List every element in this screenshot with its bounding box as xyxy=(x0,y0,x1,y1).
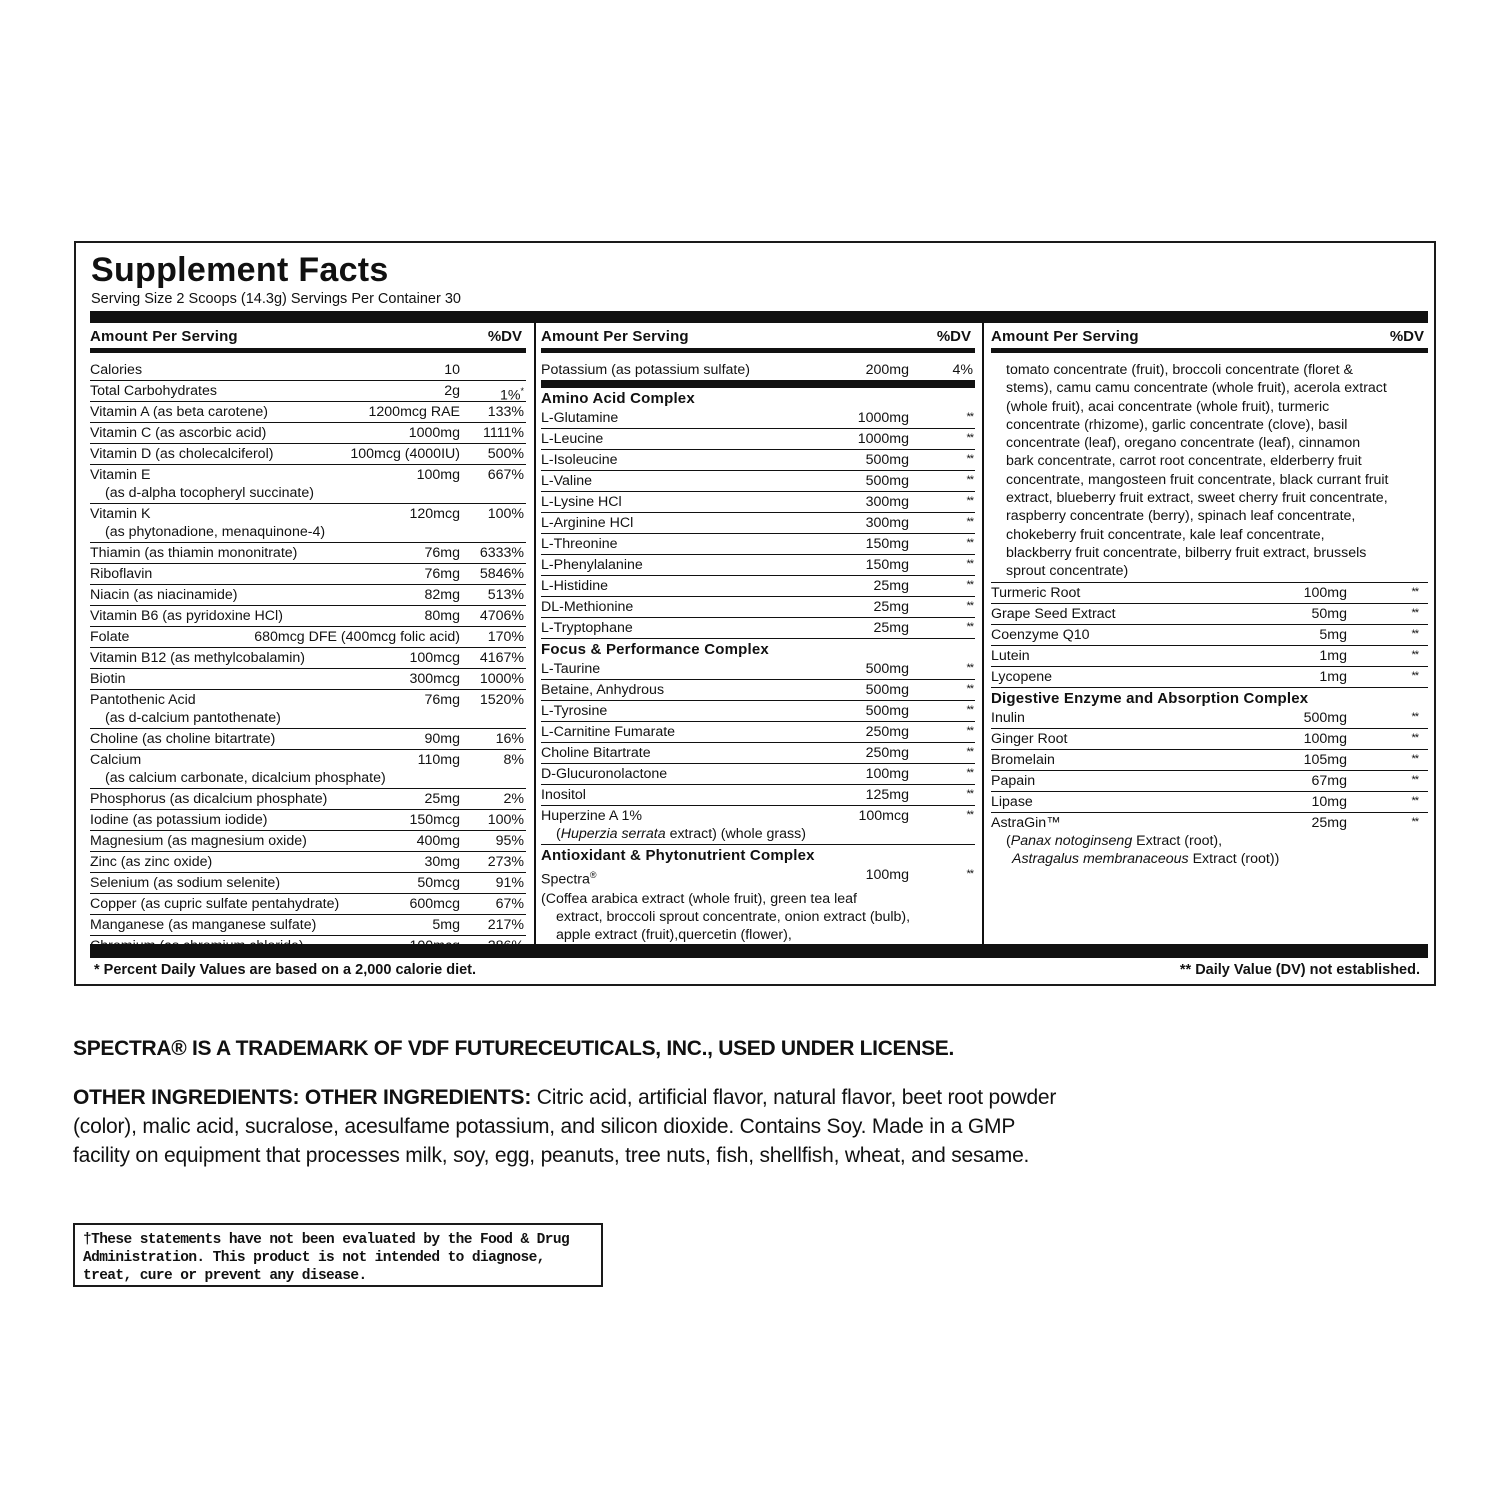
ingredient-name: Zinc (as zinc oxide) xyxy=(90,854,213,870)
ingredient-name: Ginger Root xyxy=(991,730,1068,747)
ingredient-amount: 500mg xyxy=(865,661,909,677)
ingredient-name: Inositol xyxy=(541,787,586,803)
ingredient-row xyxy=(90,648,526,669)
ingredient-dv: ** xyxy=(966,474,973,486)
ingredient-amount: 120mcg xyxy=(409,506,460,522)
ingredient-row xyxy=(541,534,975,555)
ingredient-sub: (as calcium carbonate, dicalcium phosphate) xyxy=(105,770,386,786)
ingredient-dv: ** xyxy=(966,704,973,716)
ingredient-row xyxy=(90,852,526,873)
ingredient-dv: ** xyxy=(1411,627,1418,640)
fda-disclaimer: †These statements have not been evaluated by the Food & Drug Administration. This product is not intended to diagnose, treat, cure or prevent any disease. xyxy=(73,1223,603,1287)
ingredient-amount: 80mg xyxy=(424,608,460,624)
amount-per-serving-label: Amount Per Serving xyxy=(541,328,689,345)
ingredient-row xyxy=(991,604,1428,625)
ingredient-amount: 200mg xyxy=(865,362,909,378)
ingredient-name: Potassium (as potassium sulfate) xyxy=(541,362,750,378)
ingredient-name: L-Taurine xyxy=(541,661,601,677)
ingredient-amount: 25mg xyxy=(873,578,909,594)
ingredient-row xyxy=(541,471,975,492)
sub-text: Extract (root), xyxy=(1132,832,1223,849)
ingredient-name: Pantothenic Acid xyxy=(90,692,196,708)
ingredient-name xyxy=(541,866,597,889)
ingredient-name: Vitamin C (as ascorbic acid) xyxy=(90,425,267,441)
ingredient-name: Betaine, Anhydrous xyxy=(541,682,665,698)
column-complexes xyxy=(541,323,975,944)
ingredient-row-astragin xyxy=(991,813,1428,869)
ingredient-dv: ** xyxy=(966,411,973,423)
ingredient-amount: 5mg xyxy=(432,917,460,933)
ingredient-amount: 125mg xyxy=(865,787,909,803)
botanical-rows xyxy=(991,353,1428,869)
section-title-focus: Focus & Performance Complex xyxy=(541,641,769,658)
ingredient-amount: 25mg xyxy=(424,791,460,807)
ingredient-name: L-Histidine xyxy=(541,578,609,594)
footnote-dv-not-established: ** Daily Value (DV) not established. xyxy=(1179,962,1420,978)
ingredient-name: Inulin xyxy=(991,709,1025,726)
focus-rows xyxy=(541,659,975,806)
ingredient-name: L-Tyrosine xyxy=(541,703,608,719)
ingredient-row xyxy=(541,764,975,785)
ingredient-row xyxy=(90,915,526,936)
ingredient-amount: 1000mg xyxy=(857,410,909,426)
ingredient-amount: 100mg xyxy=(416,467,460,483)
ingredient-amount: 25mg xyxy=(1311,814,1347,831)
ingredient-row xyxy=(991,667,1428,688)
column-header xyxy=(541,323,975,353)
ingredient-dv: ** xyxy=(966,495,973,507)
ingredient-row-huperzine xyxy=(541,806,975,845)
spectra-ingredients-rest: extract, broccoli sprout concentrate, onion extract (bulb), apple extract (fruit),quercetin (flower), xyxy=(556,909,911,944)
ingredient-row xyxy=(90,894,526,915)
ingredient-amount: 100mg xyxy=(865,867,909,883)
ingredient-row xyxy=(991,708,1428,729)
ingredient-row xyxy=(90,543,526,564)
ingredient-dv: 100% xyxy=(487,506,524,522)
ingredient-amount: 100mcg xyxy=(409,650,460,666)
ingredient-row xyxy=(90,423,526,444)
ingredient-row xyxy=(541,659,975,680)
amount-per-serving-label: Amount Per Serving xyxy=(90,328,238,345)
spectra-ingredients-line1: (Coffea arabica extract (whole fruit), green tea leaf xyxy=(541,890,857,907)
ingredient-dv: ** xyxy=(966,683,973,695)
ingredient-sub xyxy=(991,850,1428,868)
ingredient-dv: ** xyxy=(966,453,973,465)
ingredient-amount: 600mcg xyxy=(409,896,460,912)
ingredient-name: Vitamin K xyxy=(90,506,151,522)
ingredient-dv: 5846% xyxy=(479,566,524,582)
ingredient-row xyxy=(90,750,526,789)
panel-title: Supplement Facts xyxy=(91,251,389,289)
ingredient-amount: 300mg xyxy=(865,494,909,510)
ingredient-name: Vitamin E xyxy=(90,467,151,483)
amount-per-serving-label: Amount Per Serving xyxy=(991,328,1139,345)
ingredient-row xyxy=(541,576,975,597)
ingredient-name: Selenium (as sodium selenite) xyxy=(90,875,281,891)
ingredient-dv: ** xyxy=(1411,731,1418,744)
ingredient-name: L-Isoleucine xyxy=(541,452,618,468)
ingredient-amount: 500mg xyxy=(865,452,909,468)
ingredient-amount: 76mg xyxy=(424,692,460,708)
ingredient-name: L-Tryptophane xyxy=(541,620,633,636)
ingredient-amount: 100mg xyxy=(865,766,909,782)
ingredient-dv: 1520% xyxy=(479,692,524,708)
section-title-antioxidant: Antioxidant & Phytonutrient Complex xyxy=(541,847,815,864)
dv-header: %DV xyxy=(1389,328,1424,345)
ingredient-name: Papain xyxy=(991,772,1036,789)
ingredient-dv: ** xyxy=(966,558,973,570)
ingredient-dv: 4706% xyxy=(479,608,524,624)
other-ingredients xyxy=(73,1083,1063,1170)
ingredient-name: L-Leucine xyxy=(541,431,604,447)
ingredient-name: Bromelain xyxy=(991,751,1055,768)
ingredient-name: L-Threonine xyxy=(541,536,618,552)
ingredient-dv: ** xyxy=(1411,752,1418,765)
ingredient-sub: (Huperzia serrata extract) (whole grass) xyxy=(556,826,806,842)
ingredient-dv: 6333% xyxy=(479,545,524,561)
dv-header: %DV xyxy=(487,328,522,345)
ingredient-name: Iodine (as potassium iodide) xyxy=(90,812,268,828)
ingredient-dv: ** xyxy=(966,868,973,880)
ingredient-row xyxy=(541,360,975,388)
ingredient-amount: 110mg xyxy=(417,752,460,768)
ingredient-amount: 100mg xyxy=(1303,730,1347,747)
ingredient-amount: 76mg xyxy=(424,566,460,582)
sub-text: Extract (root)) xyxy=(1188,850,1280,867)
ingredient-row-spectra xyxy=(541,865,975,890)
supplement-facts-panel xyxy=(74,241,1436,986)
spectra-continued-text: tomato concentrate (fruit), broccoli concentrate (floret & stems), camu camu concentrate (whole fruit), acerola extract (whole fruit), acai concentrate (whole fruit), turmeric concentrate (rhizome), garlic concentrate (clove), basil concentrate (leaf), oregano concentrate (leaf), cinnamon bark concentrate, carrot root concentrate, elderberry fruit concentrate, mangosteen fruit concentrate, black currant fruit extract, blueberry fruit extract, sweet cherry fruit concentrate, raspberry concentrate (berry), spinach leaf concentrate, chokeberry fruit concentrate, kale leaf concentrate, blackberry fruit concentrate, bilberry fruit extract, brussels sprout concentrate) xyxy=(1006,362,1389,580)
ingredient-row xyxy=(991,729,1428,750)
ingredient-dv: ** xyxy=(966,537,973,549)
ingredient-row xyxy=(541,722,975,743)
ingredient-dv: 67% xyxy=(495,896,524,912)
ingredient-amount: 67mg xyxy=(1311,772,1347,789)
ingredient-amount: 500mg xyxy=(865,473,909,489)
dv-header: %DV xyxy=(936,328,971,345)
ingredient-name: Vitamin B12 (as methylcobalamin) xyxy=(90,650,306,666)
ingredient-row xyxy=(541,618,975,639)
bottom-divider-bar xyxy=(90,944,1428,958)
ingredient-amount: 50mg xyxy=(1311,605,1347,622)
ingredient-dv: 2% xyxy=(503,791,524,807)
ingredient-name: Riboflavin xyxy=(90,566,153,582)
ingredient-amount: 25mg xyxy=(873,599,909,615)
ingredient-row xyxy=(90,504,526,543)
ingredient-dv: ** xyxy=(1411,606,1418,619)
ingredient-name: Calcium xyxy=(90,752,142,768)
ingredient-dv: ** xyxy=(966,621,973,633)
ingredient-dv: ** xyxy=(966,516,973,528)
ingredient-dv: 133% xyxy=(487,404,524,420)
ingredient-row xyxy=(90,360,526,381)
ingredient-dv: ** xyxy=(1411,710,1418,723)
ingredient-amount: 680mcg DFE (400mcg folic acid) xyxy=(254,629,460,645)
ingredient-amount: 1mg xyxy=(1319,647,1347,664)
ingredient-row xyxy=(90,873,526,894)
ingredient-name: L-Glutamine xyxy=(541,410,619,426)
ingredient-amount: 1000mg xyxy=(408,425,460,441)
ingredient-dv: 170% xyxy=(487,629,524,645)
ingredient-dv: ** xyxy=(1411,669,1418,682)
latin-name: Huperzia serrata xyxy=(560,826,666,842)
ingredient-amount: 300mg xyxy=(865,515,909,531)
latin-name: Panax notoginseng xyxy=(1010,832,1133,849)
footnote-percent-dv: * Percent Daily Values are based on a 2,000 calorie diet. xyxy=(94,962,477,978)
ingredient-dv: ** xyxy=(1411,794,1418,807)
ingredient-name: Grape Seed Extract xyxy=(991,605,1116,622)
ingredient-amount: 150mg xyxy=(865,536,909,552)
ingredient-amount: 100mcg xyxy=(858,808,909,824)
ingredient-sub: (as d-calcium pantothenate) xyxy=(105,710,281,726)
serving-info: Serving Size 2 Scoops (14.3g) Servings Per Container 30 xyxy=(91,291,461,307)
ingredient-amount: 500mg xyxy=(865,682,909,698)
top-divider-bar xyxy=(90,311,1428,323)
trademark-notice: SPECTRA® IS A TRADEMARK OF VDF FUTURECEUTICALS, INC., USED UNDER LICENSE. xyxy=(73,1037,955,1060)
ingredient-dv: 4167% xyxy=(479,650,524,666)
ingredient-name: Lipase xyxy=(991,793,1033,810)
ingredient-name: Turmeric Root xyxy=(991,584,1081,601)
ingredient-dv: ** xyxy=(966,579,973,591)
ingredient-sub: (Panax notoginseng Extract (root), xyxy=(1006,832,1223,849)
column-header xyxy=(90,323,526,353)
ingredient-name: L-Arginine HCl xyxy=(541,515,634,531)
ingredient-dv: ** xyxy=(1411,585,1418,598)
ingredient-amount: 30mg xyxy=(424,854,460,870)
botanical-items xyxy=(991,583,1428,688)
ingredient-name: Lycopene xyxy=(991,668,1053,685)
other-ingredients-text: Citric acid, artificial flavor, natural flavor, beet root powder (color), malic acid, sucralose, acesulfame potassium, and silicon dioxide. Contains Soy. Made in a GMP facility on equipment that processes milk, soy, egg, peanuts, tree nuts, fish, shellfish, wheat, and sesame. xyxy=(73,1086,1057,1167)
sub-text: extract) (whole grass) xyxy=(665,826,806,842)
ingredient-row xyxy=(541,743,975,764)
ingredient-dv: 273% xyxy=(487,854,524,870)
ingredient-dv: 8% xyxy=(503,752,524,768)
ingredient-row xyxy=(991,646,1428,667)
ingredient-dv: ** xyxy=(966,432,973,444)
ingredient-row xyxy=(541,429,975,450)
ingredient-amount: 10mg xyxy=(1311,793,1347,810)
ingredient-sub: (as d-alpha tocopheryl succinate) xyxy=(105,485,314,501)
ingredient-name: L-Phenylalanine xyxy=(541,557,643,573)
ingredient-row xyxy=(90,564,526,585)
ingredient-sub: (as phytonadione, menaquinone-4) xyxy=(105,524,326,540)
digestive-rows xyxy=(991,708,1428,813)
ingredient-name: DL-Methionine xyxy=(541,599,634,615)
ingredient-amount: 150mcg xyxy=(409,812,460,828)
column-botanicals xyxy=(991,323,1428,944)
ingredient-name: Vitamin D (as cholecalciferol) xyxy=(90,446,274,462)
ingredient-row xyxy=(90,381,526,402)
ingredient-amount: 250mg xyxy=(865,724,909,740)
latin-name: Astragalus membranaceous xyxy=(1012,850,1189,867)
ingredient-dv: 513% xyxy=(487,587,524,603)
ingredient-dv: 95% xyxy=(495,833,524,849)
ingredient-name: Thiamin (as thiamin mononitrate) xyxy=(90,545,298,561)
ingredient-row xyxy=(90,606,526,627)
ingredient-row xyxy=(991,583,1428,604)
ingredient-dv: 667% xyxy=(487,467,524,483)
ingredient-amount: 100mg xyxy=(1303,584,1347,601)
ingredient-name: Choline (as choline bitartrate) xyxy=(90,731,276,747)
ingredient-name: Calories xyxy=(90,362,143,378)
ingredient-row xyxy=(541,555,975,576)
ingredient-row xyxy=(541,450,975,471)
ingredient-dv: ** xyxy=(1411,648,1418,661)
ingredient-row xyxy=(90,444,526,465)
other-ingredients-label: OTHER INGREDIENTS: OTHER INGREDIENTS: xyxy=(73,1086,532,1109)
column-header xyxy=(991,323,1428,353)
ingredient-amount: 2g xyxy=(444,383,460,399)
ingredient-dv: ** xyxy=(966,746,973,758)
ingredient-dv: 91% xyxy=(495,875,524,891)
registered-mark: ® xyxy=(589,870,597,880)
ingredient-amount: 1000mg xyxy=(857,431,909,447)
ingredient-dv: ** xyxy=(966,788,973,800)
ingredient-amount: 10 xyxy=(444,362,460,378)
ingredient-amount: 76mg xyxy=(424,545,460,561)
ingredient-name: Phosphorus (as dicalcium phosphate) xyxy=(90,791,328,807)
ingredient-dv: 1111% xyxy=(482,425,524,441)
ingredient-dv: ** xyxy=(1411,773,1418,786)
ingredient-name: Total Carbohydrates xyxy=(90,383,217,399)
ingredient-row xyxy=(90,729,526,750)
ingredient-row xyxy=(90,789,526,810)
ingredient-amount: 300mcg xyxy=(409,671,460,687)
ingredient-amount: 82mg xyxy=(424,587,460,603)
ingredient-dv: 100% xyxy=(487,812,524,828)
ingredient-name: L-Valine xyxy=(541,473,592,489)
ingredient-amount: 150mg xyxy=(865,557,909,573)
ingredient-dv: ** xyxy=(966,767,973,779)
ingredient-dv: 16% xyxy=(495,731,524,747)
amino-rows xyxy=(541,408,975,639)
ingredient-name: Choline Bitartrate xyxy=(541,745,651,761)
ingredient-row xyxy=(90,465,526,504)
ingredient-row xyxy=(541,492,975,513)
ingredient-amount: 90mg xyxy=(424,731,460,747)
column-divider xyxy=(534,323,536,944)
ingredient-row xyxy=(991,625,1428,646)
ingredient-dv: ** xyxy=(966,600,973,612)
ingredient-row xyxy=(90,585,526,606)
ingredient-name: Coenzyme Q10 xyxy=(991,626,1090,643)
ingredient-name: Folate xyxy=(90,629,130,645)
ingredient-dv: ** xyxy=(966,662,973,674)
ingredient-row xyxy=(90,627,526,648)
ingredient-dv: 217% xyxy=(487,917,524,933)
ingredient-amount: 105mg xyxy=(1303,751,1347,768)
ingredient-name: Magnesium (as magnesium oxide) xyxy=(90,833,307,849)
ingredient-amount: 1200mcg RAE xyxy=(368,404,460,420)
ingredient-name: Vitamin B6 (as pyridoxine HCl) xyxy=(90,608,283,624)
section-title-digestive: Digestive Enzyme and Absorption Complex xyxy=(991,689,1309,707)
ingredient-amount: 50mcg xyxy=(417,875,460,891)
complex-rows xyxy=(541,353,975,945)
ingredient-row xyxy=(541,513,975,534)
ingredient-name: L-Carnitine Fumarate xyxy=(541,724,676,740)
ingredient-dv: ** xyxy=(966,725,973,737)
ingredient-row xyxy=(90,669,526,690)
section-title-amino: Amino Acid Complex xyxy=(541,390,695,407)
ingredient-row xyxy=(541,597,975,618)
ingredient-amount: 1mg xyxy=(1319,668,1347,685)
ingredient-row xyxy=(991,771,1428,792)
ingredient-dv: 4% xyxy=(952,362,973,378)
ingredient-row xyxy=(991,792,1428,813)
ingredient-name: AstraGin™ xyxy=(991,814,1061,831)
ingredient-name: Niacin (as niacinamide) xyxy=(90,587,238,603)
ingredient-row xyxy=(90,810,526,831)
spectra-continued xyxy=(991,360,1428,583)
ingredient-row xyxy=(541,680,975,701)
ingredient-row xyxy=(90,831,526,852)
ingredient-amount: 250mg xyxy=(865,745,909,761)
ingredient-amount: 100mcg (4000IU) xyxy=(350,446,460,462)
ingredient-amount: 5mg xyxy=(1319,626,1347,643)
column-vitamins xyxy=(90,323,526,944)
ingredient-amount: 400mg xyxy=(416,833,460,849)
ingredient-row xyxy=(991,750,1428,771)
ingredient-amount: 25mg xyxy=(873,620,909,636)
ingredient-name: Biotin xyxy=(90,671,126,687)
ingredient-dv: 1%* xyxy=(499,386,524,404)
ingredient-row xyxy=(90,402,526,423)
ingredient-name: Copper (as cupric sulfate pentahydrate) xyxy=(90,896,340,912)
ingredient-amount: 500mg xyxy=(1303,709,1347,726)
ingredient-row xyxy=(541,785,975,806)
column-divider xyxy=(982,323,984,944)
ingredient-dv: ** xyxy=(1411,815,1418,828)
ingredient-dv: 1000% xyxy=(479,671,524,687)
ingredient-name: L-Lysine HCl xyxy=(541,494,622,510)
ingredient-name: Lutein xyxy=(991,647,1030,664)
ingredient-dv: 500% xyxy=(487,446,524,462)
ingredient-name: Vitamin A (as beta carotene) xyxy=(90,404,268,420)
ingredient-name: Manganese (as manganese sulfate) xyxy=(90,917,317,933)
spectra-name: Spectra xyxy=(541,871,590,888)
ingredient-amount: 500mg xyxy=(865,703,909,719)
ingredient-row xyxy=(541,408,975,429)
ingredient-dv: ** xyxy=(966,809,973,821)
ingredient-row xyxy=(90,690,526,729)
ingredient-name: Huperzine A 1% xyxy=(541,808,642,824)
ingredient-row xyxy=(541,701,975,722)
vitamin-rows xyxy=(90,353,526,957)
ingredient-name: D-Glucuronolactone xyxy=(541,766,668,782)
